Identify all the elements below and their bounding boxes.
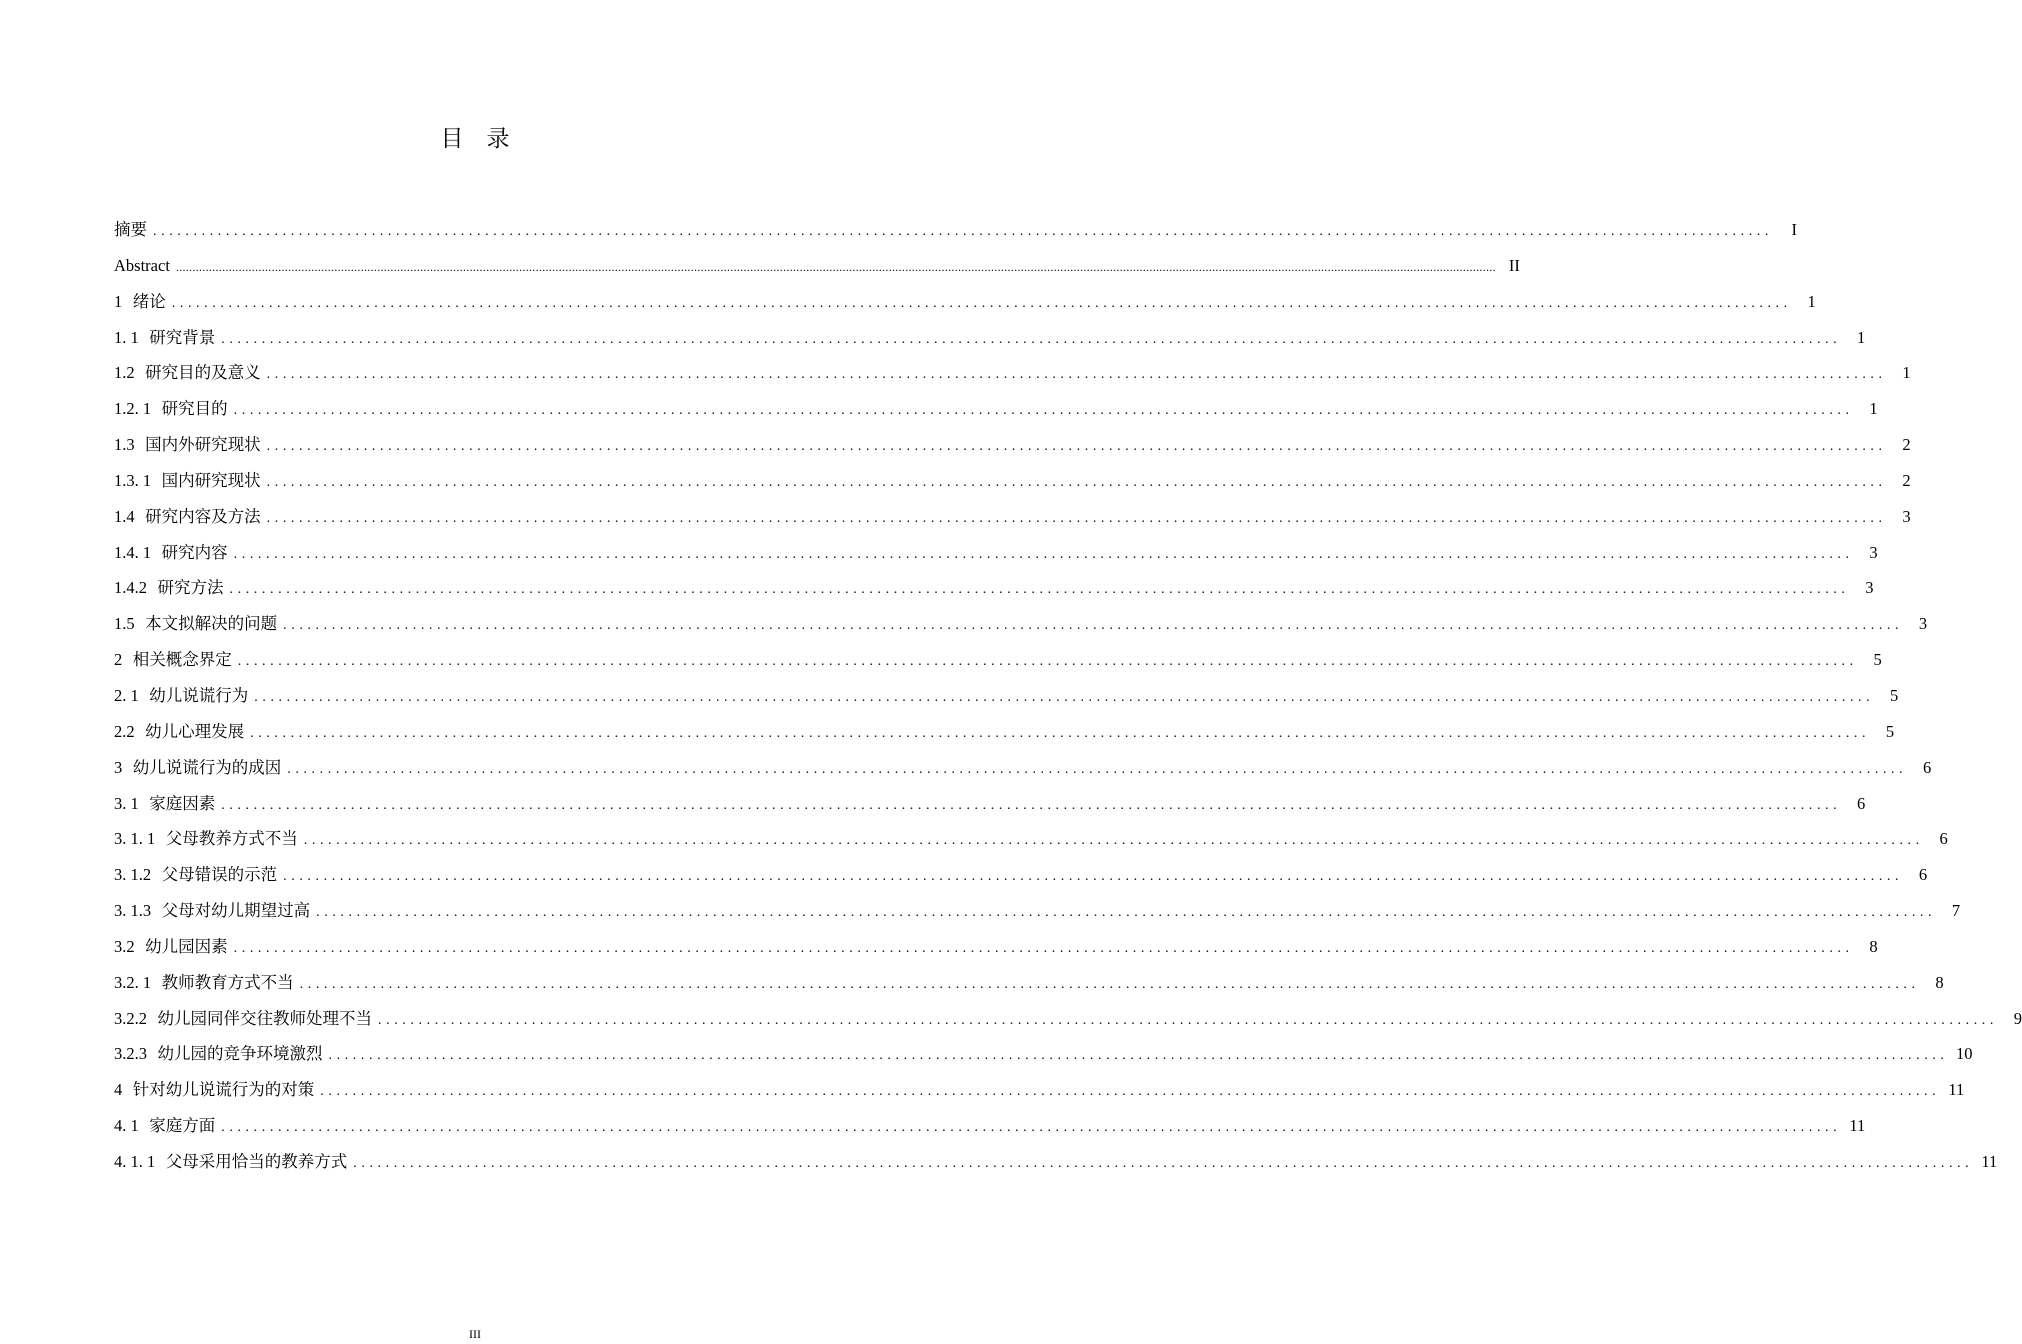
toc-entry-label (114, 893, 316, 929)
toc-entry[interactable] (114, 463, 1911, 499)
toc-section-title: 教师教育方式不当 (161, 972, 294, 992)
toc-dot-leader: ........................................................................................................................................................................................................ (221, 1120, 1842, 1136)
toc-section-title: 研究目的 (161, 399, 228, 419)
toc-page-number: 9 (2013, 1008, 2022, 1028)
toc-dot-leader: ........................................................................................................................................................................................................ (221, 797, 1842, 813)
toc-entry-label (114, 1036, 329, 1072)
toc-page-number: 3 (1902, 506, 1911, 526)
toc-dot-leader: ........................................................................................................................................................................................................ (171, 295, 1792, 311)
toc-section-number: 3. 1.3 (114, 901, 152, 921)
toc-entry[interactable] (114, 821, 1948, 857)
toc-dot-leader: ................................................................................................................................................................................................................................................................................................................................................................................................................ (175, 259, 1496, 274)
toc-section-title: 家庭方面 (149, 1116, 216, 1136)
toc-page-number: 1 (1807, 291, 1816, 311)
toc-section-title: 国内研究现状 (161, 470, 261, 490)
toc-page-number: I (1791, 220, 1797, 239)
toc-dot-leader: ........................................................................................................................................................................................................ (283, 869, 1904, 885)
toc-section-number: 1.3. 1 (114, 470, 152, 490)
toc-section-number: 2.2 (114, 721, 135, 741)
toc-entry-label (114, 1108, 221, 1144)
toc-section-title: 家庭因素 (149, 793, 216, 813)
toc-entry[interactable] (114, 1072, 1965, 1108)
toc-section-number: 1. 1 (114, 327, 139, 347)
toc-entry-label (114, 929, 234, 965)
toc-dot-leader: ........................................................................................................................................................................................................ (266, 439, 1887, 455)
toc-dot-leader: ........................................................................................................................................................................................................ (221, 331, 1842, 347)
toc-section-number: 3 (114, 757, 123, 777)
toc-section-title: 国内外研究现状 (145, 435, 261, 455)
toc-dot-leader: ........................................................................................................................................................................................................ (299, 976, 1920, 992)
toc-section-number: 3.2.2 (114, 1008, 147, 1028)
toc-entry-label (114, 212, 153, 248)
toc-entry[interactable] (114, 714, 1895, 750)
toc-section-title: 父母教养方式不当 (165, 829, 298, 849)
toc-dot-leader: ........................................................................................................................................................................................................ (266, 474, 1887, 490)
toc-dot-leader: ........................................................................................................................................................................................................ (266, 367, 1887, 383)
toc-entry-label (114, 606, 283, 642)
toc-entry[interactable] (114, 642, 1882, 678)
toc-entry-label (114, 821, 304, 857)
table-of-contents (114, 212, 2022, 1180)
toc-entry[interactable] (114, 320, 1866, 356)
toc-entry-label (114, 284, 172, 320)
toc-section-number: 3. 1.2 (114, 865, 152, 885)
toc-section-number: 1.4.2 (114, 578, 147, 598)
toc-section-title: 研究内容及方法 (145, 506, 261, 526)
toc-page-number: 1 (1902, 363, 1911, 383)
toc-page-number: 5 (1873, 650, 1882, 670)
toc-section-title: 摘要 (114, 220, 147, 239)
toc-dot-leader: ........................................................................................................................................................................................................ (233, 940, 1854, 956)
toc-dot-leader: ........................................................................................................................................................................................................ (378, 1012, 1998, 1028)
toc-dot-leader: ........................................................................................................................................................................................................ (153, 224, 1773, 239)
toc-page-number: 1 (1869, 399, 1878, 419)
toc-section-number: 3.2 (114, 936, 135, 956)
toc-dot-leader: ........................................................................................................................................................................................................ (320, 1084, 1941, 1100)
toc-entry[interactable] (114, 1036, 1973, 1072)
toc-entry[interactable] (114, 750, 1932, 786)
toc-page-number: 11 (1981, 1151, 1998, 1171)
toc-entry-label (114, 750, 287, 786)
toc-section-number: 3.2.3 (114, 1044, 147, 1064)
toc-entry[interactable] (114, 929, 1878, 965)
toc-entry[interactable] (114, 965, 1944, 1001)
toc-dot-leader: ........................................................................................................................................................................................................ (250, 725, 1871, 741)
toc-dot-leader: ........................................................................................................................................................................................................ (266, 510, 1887, 526)
toc-section-title: 幼儿说谎行为的成因 (132, 757, 282, 777)
toc-section-title: 研究背景 (149, 327, 216, 347)
toc-section-title: 相关概念界定 (132, 650, 232, 670)
toc-entry-label (114, 1072, 320, 1108)
page-number: III (469, 1327, 481, 1341)
toc-page-number: 3 (1865, 578, 1874, 598)
toc-page-number: 5 (1885, 721, 1895, 741)
toc-section-number: 4. 1. 1 (114, 1151, 156, 1171)
toc-entry-label (114, 678, 254, 714)
toc-entry[interactable] (114, 570, 1874, 606)
toc-dot-leader: ........................................................................................................................................................................................................ (287, 761, 1908, 777)
toc-entry[interactable] (114, 606, 1928, 642)
toc-entry-label (114, 391, 234, 427)
toc-dot-leader: ........................................................................................................................................................................................................ (233, 403, 1854, 419)
toc-section-number: 2. 1 (114, 685, 139, 705)
toc-page-number: 7 (1951, 901, 1961, 921)
toc-section-title: 幼儿说谎行为 (149, 685, 249, 705)
toc-entry[interactable] (114, 535, 1878, 571)
toc-section-number: 1.5 (114, 614, 135, 634)
toc-page-number: 2 (1902, 435, 1911, 455)
toc-dot-leader: ........................................................................................................................................................................................................ (283, 618, 1904, 634)
toc-section-title: 幼儿心理发展 (145, 721, 245, 741)
toc-section-number: 1.2. 1 (114, 399, 152, 419)
toc-entry[interactable] (114, 1108, 1866, 1144)
toc-section-number: 3.2. 1 (114, 972, 152, 992)
toc-dot-leader: ........................................................................................................................................................................................................ (237, 654, 1858, 670)
toc-page-number: II (1508, 255, 1520, 275)
toc-section-number: 1.4. 1 (114, 542, 152, 562)
toc-section-number: Abstract (114, 255, 170, 275)
toc-section-title: 幼儿园同伴交往教师处理不当 (157, 1008, 372, 1028)
toc-page-number: 11 (1948, 1080, 1965, 1100)
toc-page-number: 10 (1956, 1044, 1973, 1064)
toc-dot-leader: ........................................................................................................................................................................................................ (229, 582, 1850, 598)
toc-section-number: 2 (114, 650, 123, 670)
toc-page-number: 6 (1857, 793, 1866, 813)
page-title: 目 录 (440, 126, 510, 152)
toc-entry-label (114, 965, 300, 1001)
toc-section-title: 父母采用恰当的教养方式 (165, 1151, 348, 1171)
toc-entry[interactable] (114, 678, 1899, 714)
toc-page-number: 8 (1869, 936, 1878, 956)
toc-page-number: 2 (1902, 470, 1911, 490)
toc-dot-leader: ........................................................................................................................................................................................................ (233, 546, 1854, 562)
toc-section-title: 父母对幼儿期望过高 (161, 901, 311, 921)
toc-entry[interactable] (114, 1144, 1998, 1180)
toc-entry-label (114, 320, 221, 356)
toc-entry[interactable] (114, 248, 1520, 284)
toc-section-title: 研究目的及意义 (145, 363, 261, 383)
toc-entry-label (114, 535, 234, 571)
toc-entry-label (114, 714, 250, 750)
toc-entry[interactable] (114, 1001, 2022, 1037)
toc-entry-label (114, 786, 221, 822)
toc-page-number: 5 (1890, 685, 1899, 705)
toc-entry[interactable] (114, 427, 1911, 463)
toc-page-number: 6 (1923, 757, 1932, 777)
toc-entry-label (114, 427, 267, 463)
toc-dot-leader: ........................................................................................................................................................................................................ (254, 689, 1875, 705)
toc-entry-label (114, 1144, 353, 1180)
toc-dot-leader: ........................................................................................................................................................................................................ (353, 1155, 1974, 1171)
toc-section-title: 父母错误的示范 (161, 865, 278, 885)
toc-section-title: 绪论 (132, 291, 166, 311)
toc-section-number: 3. 1 (114, 793, 139, 813)
toc-entry-label (114, 499, 267, 535)
toc-section-number: 4 (114, 1080, 123, 1100)
toc-section-title: 幼儿园因素 (145, 936, 228, 956)
toc-entry-label (114, 642, 238, 678)
toc-entry[interactable] (114, 499, 1911, 535)
toc-section-number: 1 (114, 291, 123, 311)
toc-page-number: 11 (1849, 1116, 1866, 1136)
toc-section-title: 幼儿园的竞争环境激烈 (157, 1044, 323, 1064)
toc-entry-label (114, 1001, 378, 1037)
toc-entry-label (114, 355, 267, 391)
toc-entry[interactable] (114, 391, 1878, 427)
toc-entry[interactable] (114, 893, 1961, 929)
toc-dot-leader: ........................................................................................................................................................................................................ (303, 833, 1924, 849)
toc-page-number: 6 (1918, 865, 1928, 885)
toc-entry[interactable] (114, 857, 1928, 893)
toc-section-number: 1.3 (114, 435, 135, 455)
toc-entry[interactable] (114, 284, 1816, 320)
toc-page-number: 3 (1869, 542, 1878, 562)
toc-entry-label (114, 570, 230, 606)
toc-entry[interactable] (114, 212, 1797, 248)
toc-section-title: 研究内容 (161, 542, 228, 562)
toc-section-number: 3. 1. 1 (114, 829, 156, 849)
toc-dot-leader: ........................................................................................................................................................................................................ (316, 905, 1937, 921)
toc-dot-leader: ........................................................................................................................................................................................................ (328, 1048, 1949, 1064)
toc-entry-label (114, 248, 176, 284)
toc-section-number: 4. 1 (114, 1116, 139, 1136)
toc-entry-label (114, 857, 283, 893)
toc-page-number: 8 (1935, 972, 1944, 992)
toc-section-number: 1.4 (114, 506, 135, 526)
toc-section-title: 针对幼儿说谎行为的对策 (132, 1080, 315, 1100)
toc-entry-label (114, 463, 267, 499)
toc-entry[interactable] (114, 355, 1911, 391)
toc-entry[interactable] (114, 786, 1866, 822)
toc-page-number: 3 (1918, 614, 1928, 634)
toc-page-number: 6 (1939, 829, 1948, 849)
toc-page-number: 1 (1857, 327, 1866, 347)
toc-section-title: 研究方法 (157, 578, 224, 598)
toc-section-number: 1.2 (114, 363, 135, 383)
toc-section-title: 本文拟解决的问题 (145, 614, 278, 634)
